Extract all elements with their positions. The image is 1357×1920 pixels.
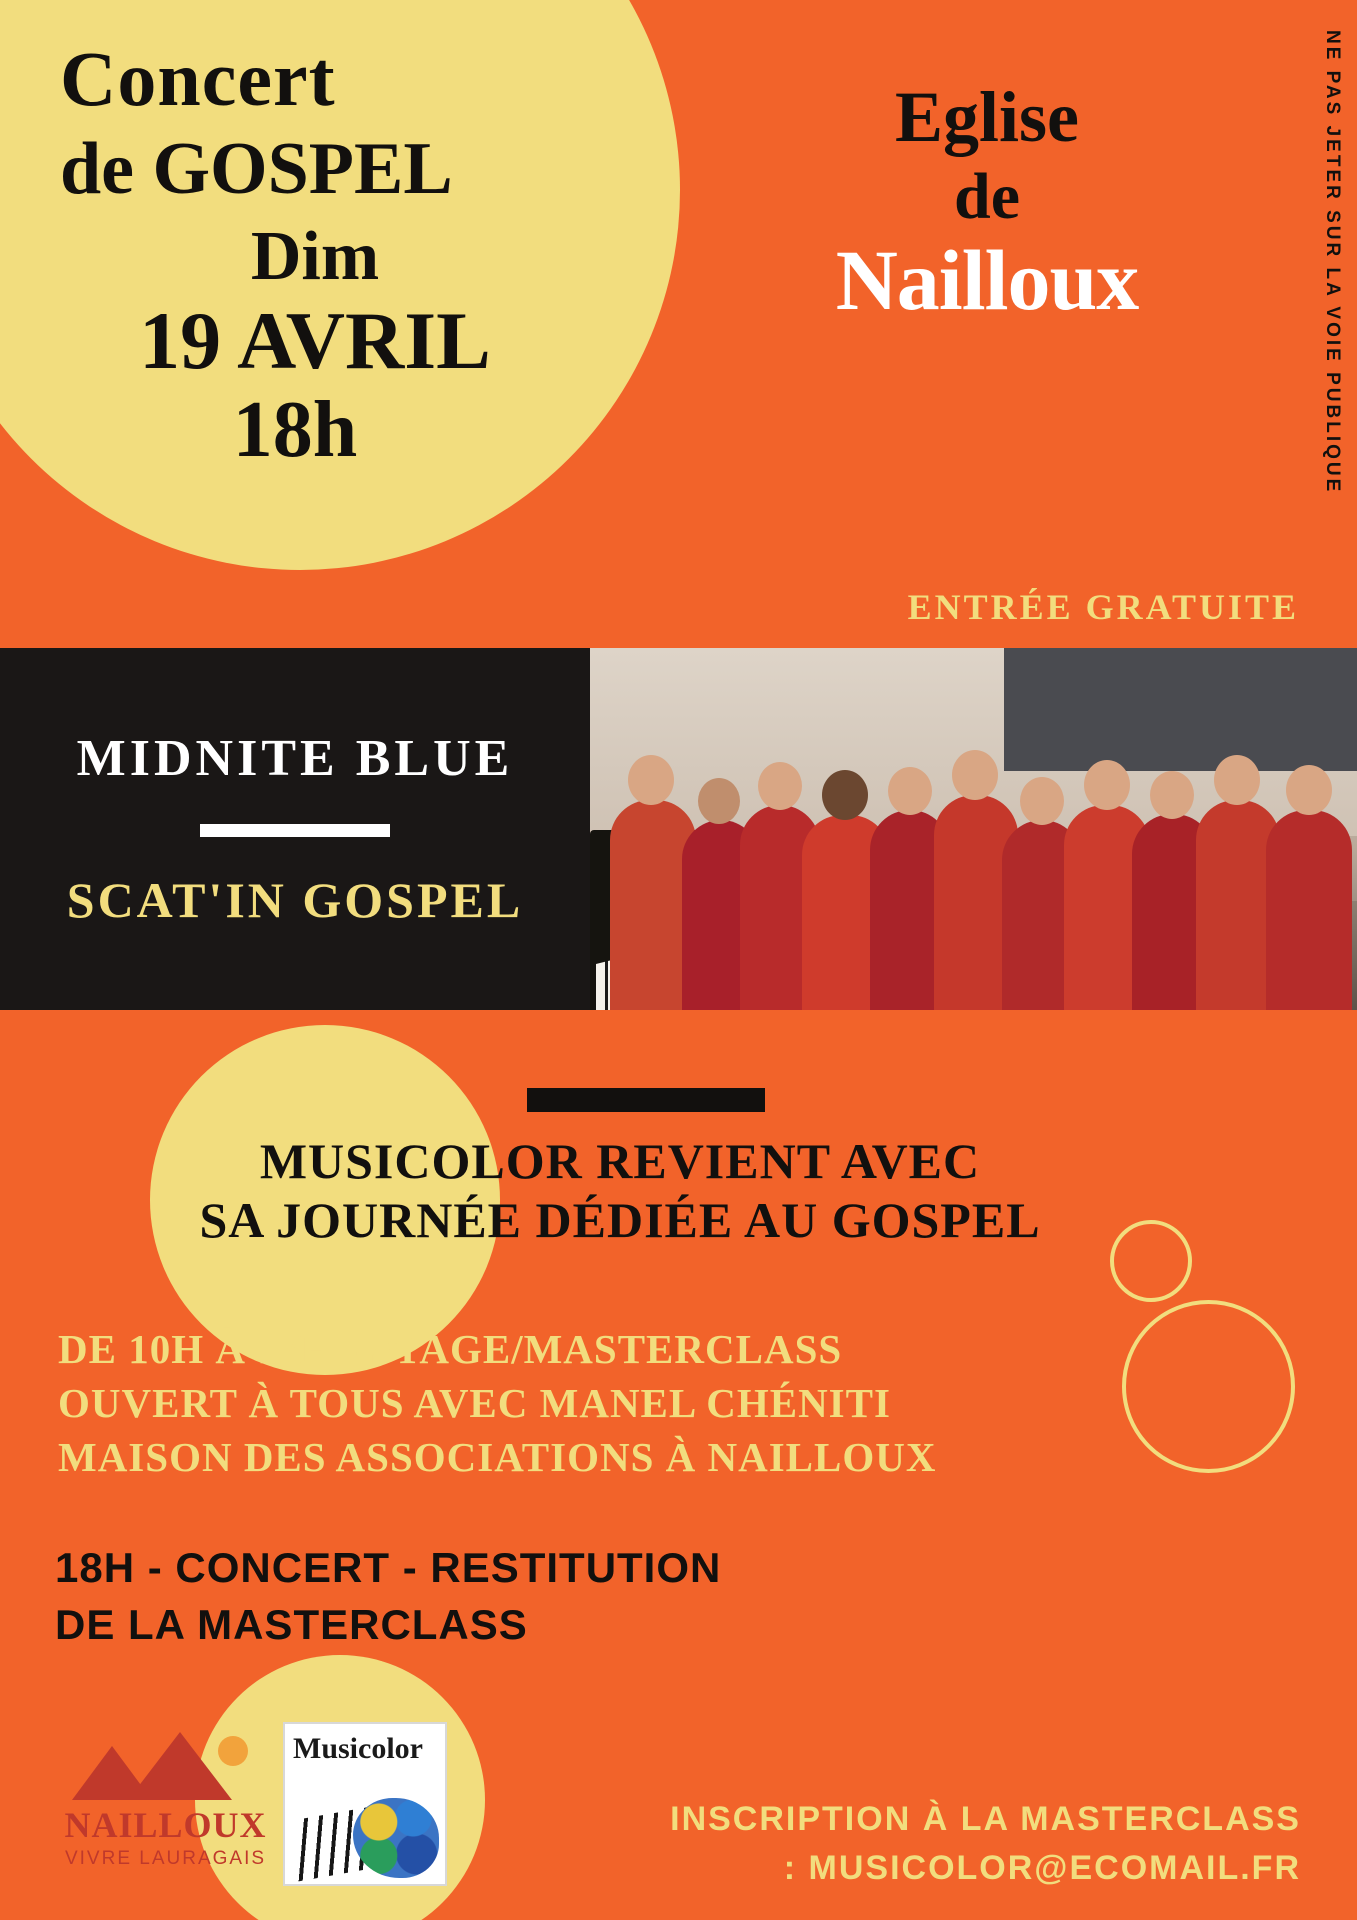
- headline-day: Dim: [250, 218, 380, 295]
- musicolor-logo-name: Musicolor: [293, 1732, 423, 1765]
- photo-person-head: [1286, 765, 1332, 815]
- free-entry-label: ENTRÉE GRATUITE: [907, 587, 1299, 627]
- nailloux-logo-tagline: VIVRE LAURAGAIS: [64, 1848, 267, 1869]
- artist-name-1: MIDNITE BLUE: [76, 730, 514, 787]
- legal-side-note: NE PAS JETER SUR LA VOIE PUBLIQUE: [1322, 30, 1343, 495]
- inscription-block: [670, 1795, 1301, 1894]
- mountain-icon: [66, 1730, 266, 1800]
- photo-person-head: [628, 755, 674, 805]
- artist-name-2: SCAT'IN GOSPEL: [66, 872, 524, 928]
- photo-person-head: [698, 778, 740, 824]
- sun-icon: [218, 1736, 248, 1766]
- musicolor-logo: [283, 1722, 447, 1886]
- musicolor-heading: [70, 1132, 1170, 1250]
- venue-line-1: Eglise: [894, 77, 1079, 157]
- concert-line-2: DE LA MASTERCLASS: [55, 1600, 528, 1648]
- poster-headline: [60, 35, 680, 474]
- masterclass-info: [58, 1322, 936, 1484]
- masterclass-line-2: OUVERT À TOUS AVEC MANEL CHÉNITI: [58, 1380, 891, 1427]
- photo-wall-dark: [1004, 648, 1357, 771]
- mountain-peak: [128, 1732, 232, 1800]
- choir-photo: [590, 648, 1357, 1010]
- photo-person-head: [1020, 777, 1064, 825]
- headline-date: 19 AVRIL: [139, 295, 491, 386]
- masterclass-line-3: MAISON DES ASSOCIATIONS À NAILLOUX: [58, 1434, 937, 1481]
- headline-line-2: de GOSPEL: [60, 128, 453, 210]
- musicolor-heading-line-1: MUSICOLOR REVIENT AVEC: [259, 1133, 981, 1189]
- photo-person-head: [758, 762, 802, 810]
- inscription-line-1: INSCRIPTION À LA MASTERCLASS: [670, 1800, 1301, 1838]
- artists-separator: [200, 824, 390, 837]
- decorative-dash: [527, 1088, 765, 1112]
- headline-line-1: Concert: [60, 35, 336, 122]
- nailloux-logo-name: NAILLOUX: [64, 1805, 267, 1845]
- photo-person-head: [1214, 755, 1260, 805]
- venue-line-2: de: [954, 159, 1020, 233]
- photo-person: [1266, 810, 1352, 1010]
- venue-city: Nailloux: [835, 231, 1139, 328]
- photo-person-head: [1150, 771, 1194, 819]
- artists-text-block: [0, 648, 590, 1010]
- concert-info: [55, 1540, 721, 1653]
- photo-person-head: [952, 750, 998, 800]
- concert-line-1: 18H - CONCERT - RESTITUTION: [55, 1544, 722, 1591]
- musicolor-heading-line-2: SA JOURNÉE DÉDIÉE AU GOSPEL: [199, 1192, 1041, 1248]
- photo-person-head: [1084, 760, 1130, 810]
- decorative-ring-small: [1110, 1220, 1192, 1302]
- decorative-ring-large: [1122, 1300, 1295, 1473]
- inscription-email: : MUSICOLOR@ECOMAIL.FR: [783, 1849, 1301, 1888]
- nailloux-logo: [58, 1730, 273, 1870]
- photo-person-head: [822, 770, 868, 820]
- venue-block: [727, 77, 1247, 328]
- artists-band: [0, 648, 1357, 1010]
- photo-person-head: [888, 767, 932, 815]
- headline-time: 18h: [232, 386, 358, 474]
- masterclass-line-1: DE 10H À 17H - STAGE/MASTERCLASS: [58, 1326, 843, 1372]
